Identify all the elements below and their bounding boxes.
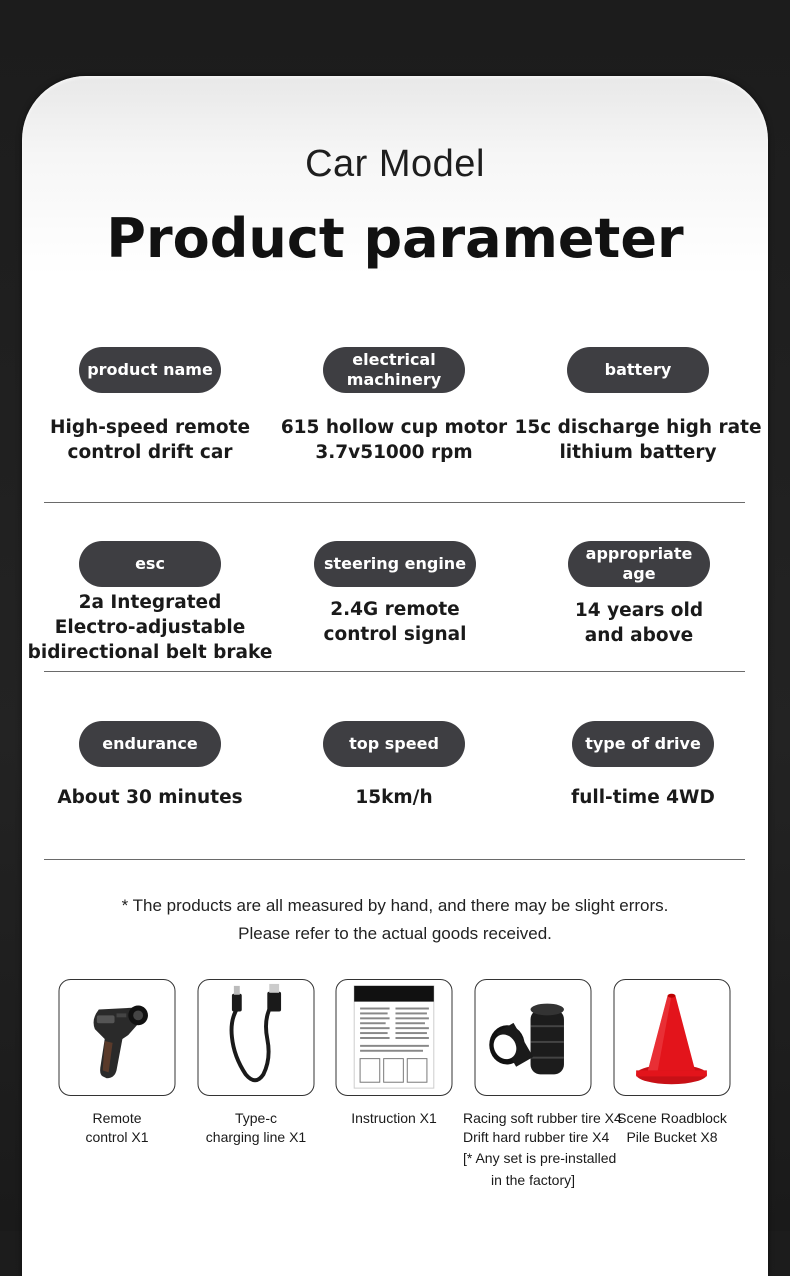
divider: [44, 859, 745, 860]
accessory-label: Racing soft rubber tire X4 Drift hard rubber tire X4 [* Any set is pre-installed in the factory]: [463, 1110, 622, 1188]
traffic-cone-icon: [614, 979, 731, 1096]
accessory-label: Remote control X1: [85, 1110, 149, 1145]
page-subtitle: Car Model: [305, 143, 485, 185]
param-label: top speed: [323, 721, 465, 767]
param-value: 2.4G remote control signal: [323, 599, 467, 645]
param-value: 15km/h: [355, 787, 433, 808]
accessory-label: Type-c charging line X1: [205, 1110, 307, 1145]
param-value: 2a Integrated Electro-adjustable bidirectional belt brake: [27, 592, 273, 663]
measurement-note: * The products are all measured by hand, and there may be slight errors. Please refer to the actual goods received.: [121, 896, 669, 943]
accessory-label: Scene Roadblock Pile Bucket X8: [617, 1110, 727, 1145]
instruction-sheet-icon: [336, 979, 453, 1096]
page-title: Product parameter: [106, 207, 684, 270]
remote-control-icon: [59, 979, 176, 1096]
param-value: High-speed remote control drift car: [50, 417, 250, 463]
param-label: esc: [79, 541, 221, 587]
param-label: type of drive: [572, 721, 714, 767]
accessory-label: Instruction X1: [351, 1110, 437, 1126]
param-value: 15c discharge high rate lithium battery: [514, 417, 762, 463]
usb-cable-icon: [198, 979, 315, 1096]
param-label: product name: [79, 347, 221, 393]
param-value: 14 years old and above: [574, 600, 704, 646]
param-label: steering engine: [314, 541, 476, 587]
param-label: appropriate age: [568, 541, 710, 587]
divider: [44, 502, 745, 503]
param-label: electrical machinery: [323, 347, 465, 393]
param-value: About 30 minutes: [57, 787, 243, 808]
tires-icon: [475, 979, 592, 1096]
param-label: endurance: [79, 721, 221, 767]
param-value: full-time 4WD: [571, 787, 715, 808]
divider: [44, 671, 745, 672]
param-label: battery: [567, 347, 709, 393]
param-value: 615 hollow cup motor 3.7v51000 rpm: [280, 417, 508, 463]
